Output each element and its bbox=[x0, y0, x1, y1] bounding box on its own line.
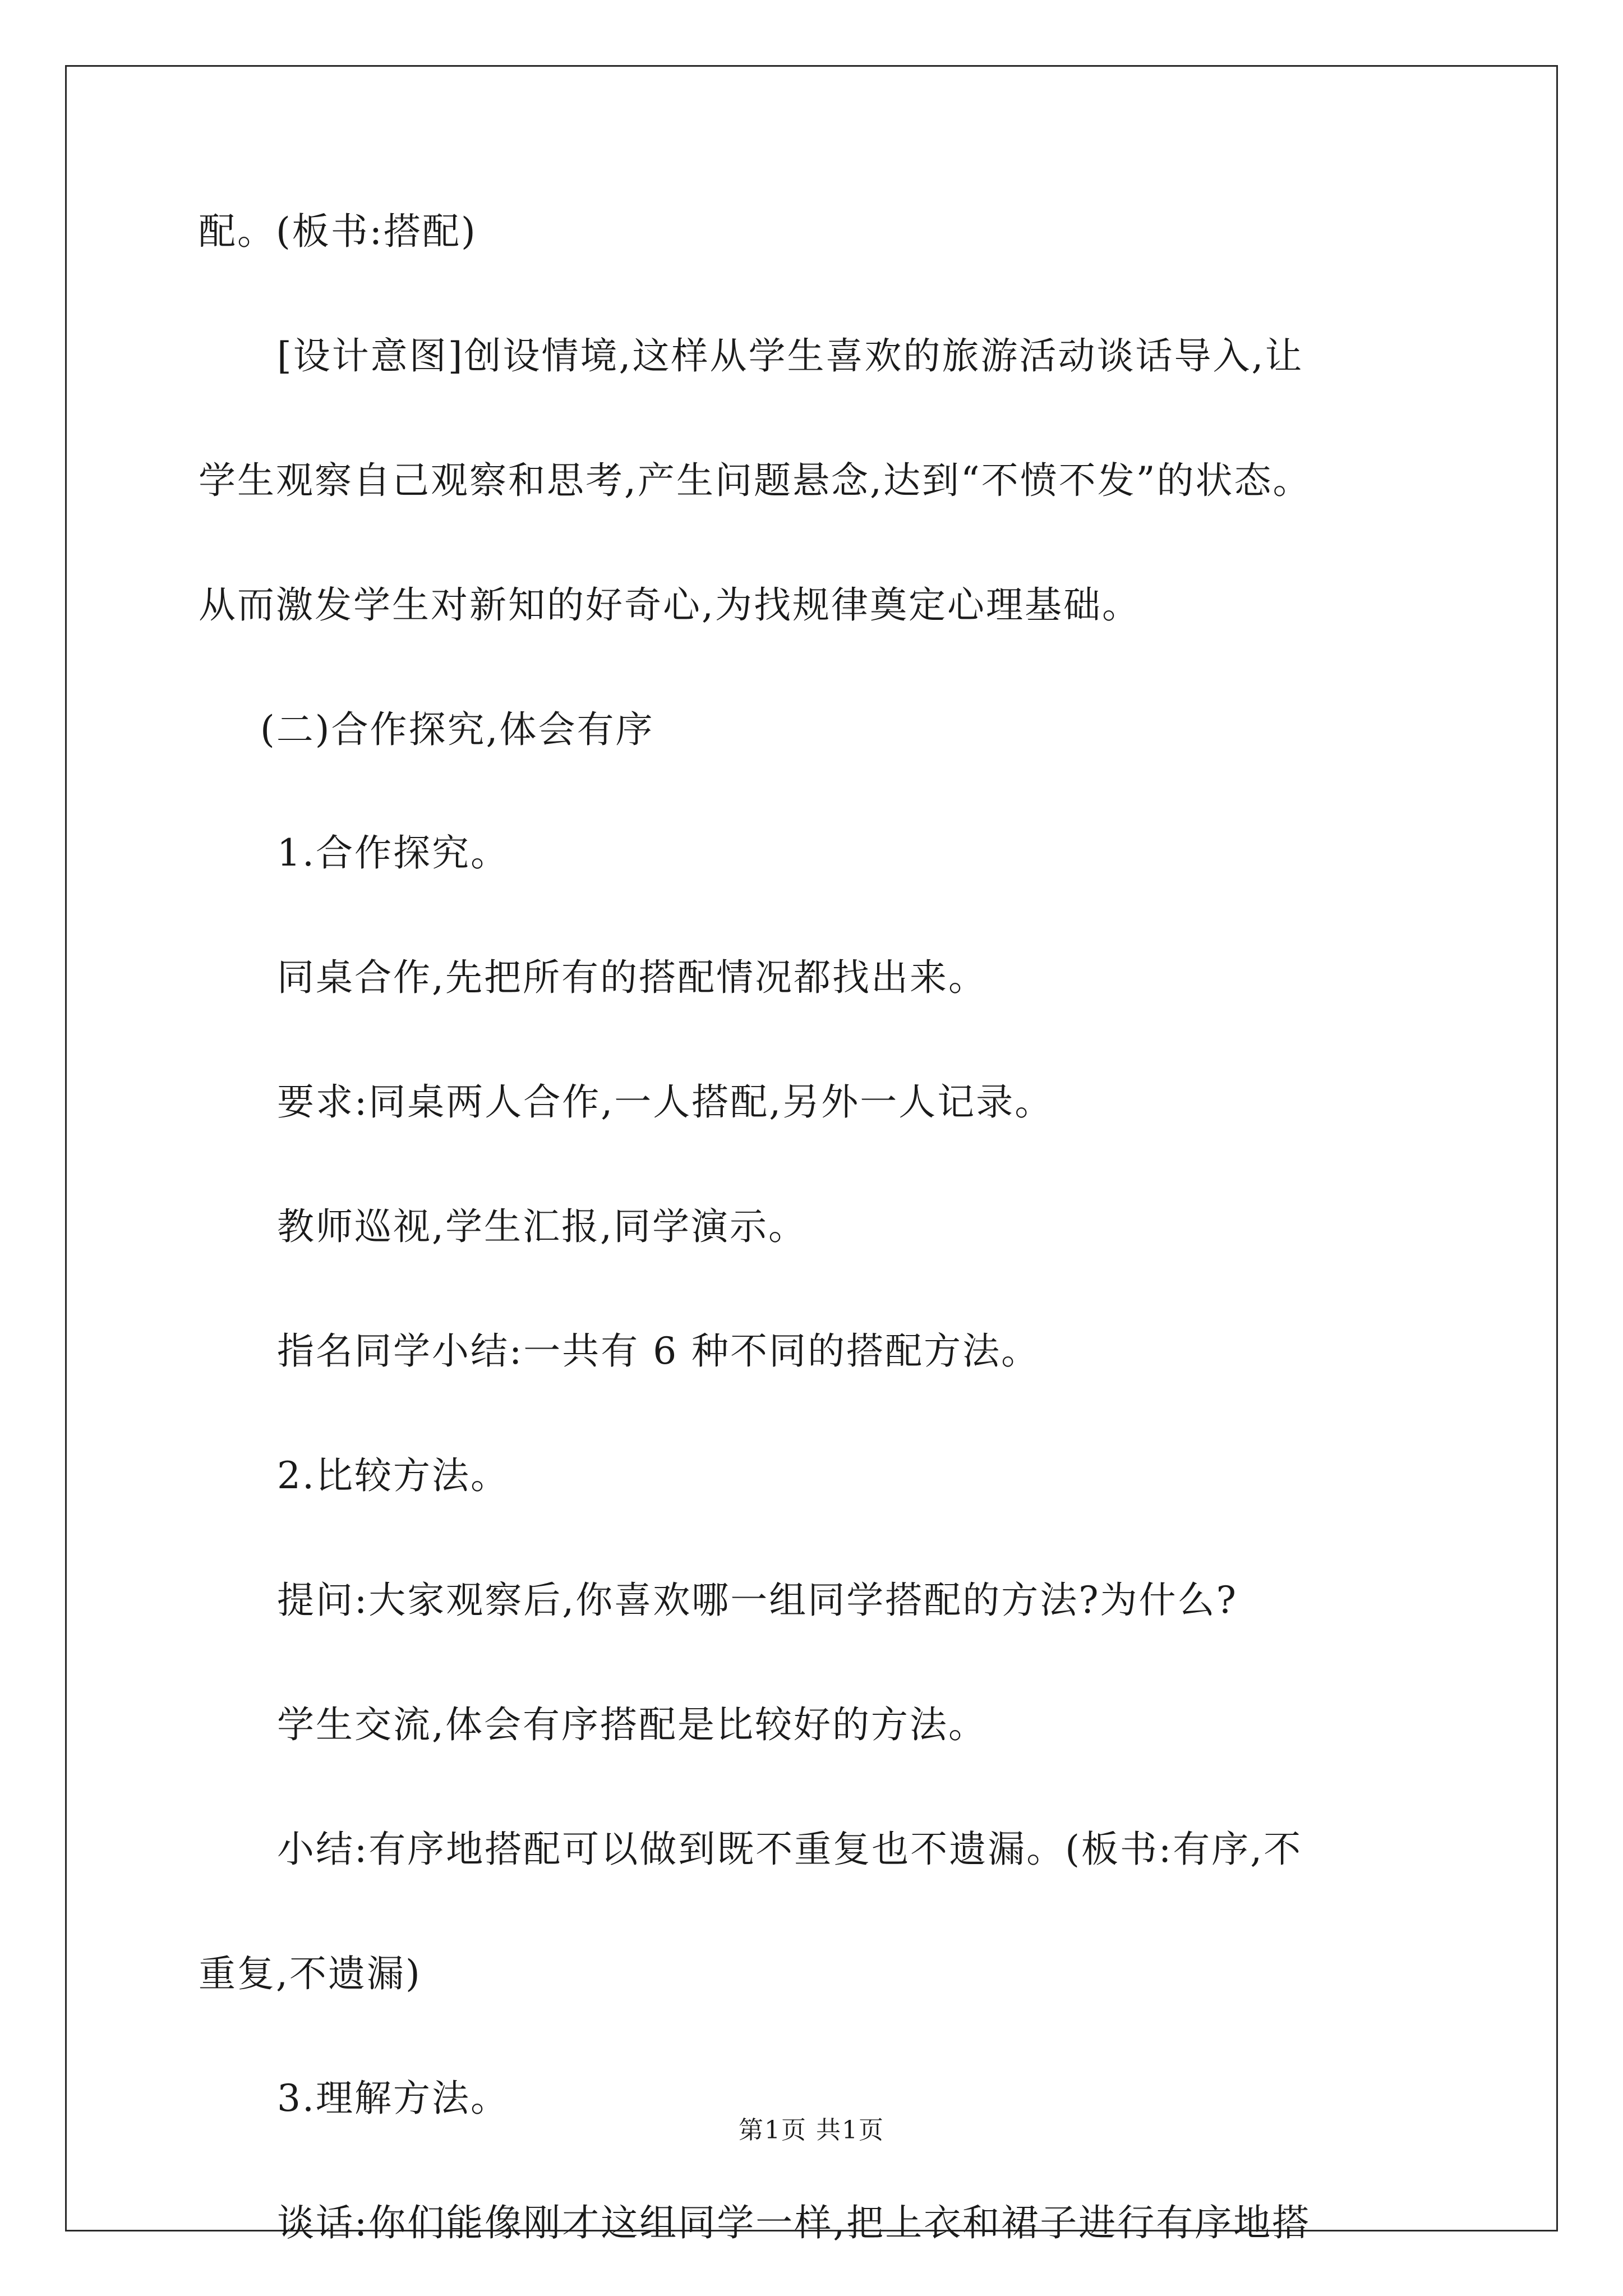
page-border bbox=[65, 65, 1558, 2231]
paragraph: 学生交流,体会有序搭配是比较好的方法。 bbox=[277, 1703, 987, 1746]
paragraph: 指名同学小结:一共有 6 种不同的搭配方法。 bbox=[277, 1329, 1040, 1373]
paragraph: 教师巡视,学生汇报,同学演示。 bbox=[277, 1205, 807, 1248]
paragraph: 从而激发学生对新知的好奇心,为找规律奠定心理基础。 bbox=[199, 583, 1141, 627]
paragraph: 小结:有序地搭配可以做到既不重复也不遗漏。(板书:有序,不 bbox=[277, 1828, 1303, 1871]
paragraph: 1.合作探究。 bbox=[277, 831, 509, 875]
paragraph: 提问:大家观察后,你喜欢哪一组同学搭配的方法?为什么? bbox=[277, 1579, 1238, 1622]
paragraph: 配。(板书:搭配) bbox=[199, 210, 477, 253]
paragraph: 要求:同桌两人合作,一人搭配,另外一人记录。 bbox=[277, 1080, 1054, 1124]
paragraph: 同桌合作,先把所有的搭配情况都找出来。 bbox=[277, 956, 987, 999]
paragraph: [设计意图]创设情境,这样从学生喜欢的旅游活动谈话导入,让 bbox=[277, 334, 1304, 378]
paragraph: 3.理解方法。 bbox=[277, 2077, 509, 2120]
paragraph: 谈话:你们能像刚才这组同学一样,把上衣和裙子进行有序地搭 bbox=[277, 2201, 1311, 2244]
paragraph: 2.比较方法。 bbox=[277, 1454, 509, 1497]
paragraph: 学生观察自己观察和思考,产生问题悬念,达到“不愤不发”的状态。 bbox=[199, 459, 1312, 502]
page-number-footer: 第1页 共1页 bbox=[739, 2116, 884, 2145]
section-heading: (二)合作探究,体会有序 bbox=[260, 708, 654, 751]
paragraph: 重复,不遗漏) bbox=[199, 1952, 422, 1995]
